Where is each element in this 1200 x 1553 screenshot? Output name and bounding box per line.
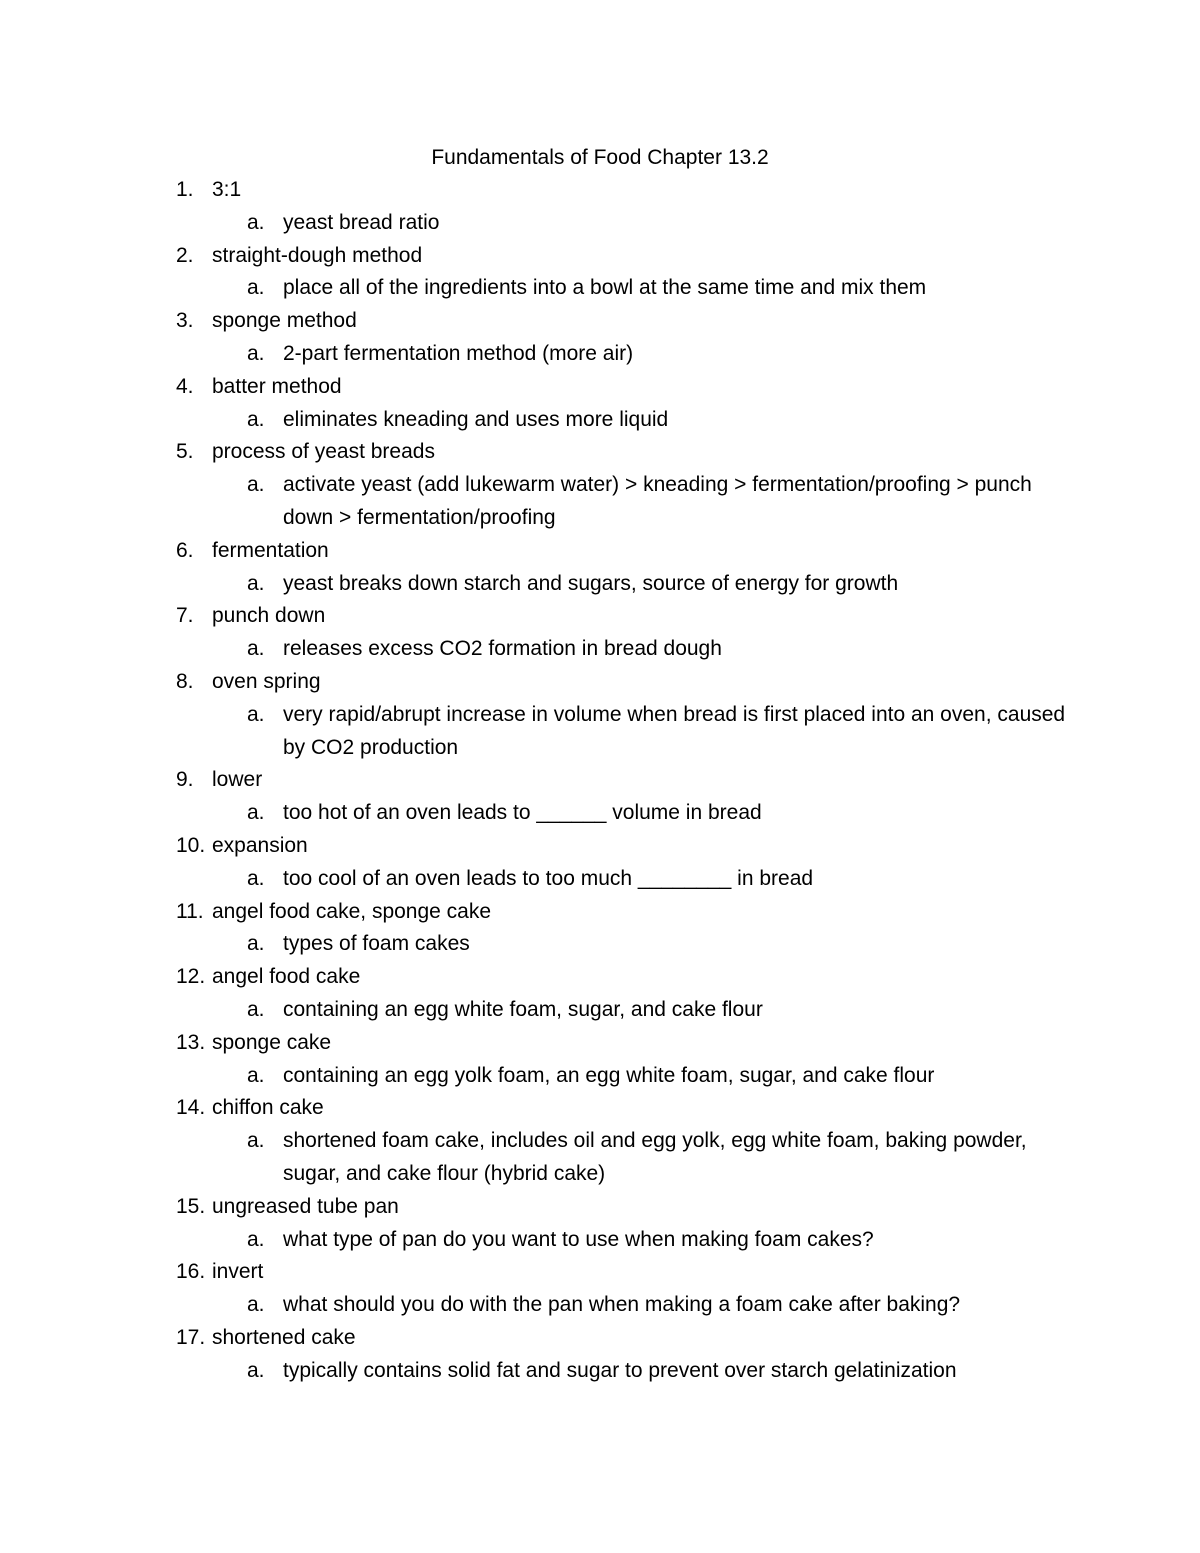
- sub-item: [0, 699, 1200, 765]
- sub-item: [0, 568, 1200, 601]
- item-number: 7.: [176, 604, 194, 628]
- item-number: 2.: [176, 243, 194, 267]
- list-item: [0, 896, 1200, 962]
- sub-item-definition: containing an egg yolk foam, an egg white foam, sugar, and cake flour: [283, 1063, 935, 1087]
- item-number: 12.: [176, 965, 206, 989]
- sub-item-definition: types of foam cakes: [283, 932, 470, 956]
- item-number: 16.: [176, 1260, 206, 1284]
- sub-item-definition: releases excess CO2 formation in bread dough: [283, 637, 722, 661]
- item-number: 10.: [176, 833, 206, 857]
- item-number: 8.: [176, 669, 194, 693]
- sub-item: [0, 1224, 1200, 1257]
- sub-item-letter: a.: [247, 407, 265, 431]
- sub-item: [0, 404, 1200, 437]
- list-item: [0, 240, 1200, 306]
- item-term: invert: [212, 1260, 264, 1284]
- document-title: Fundamentals of Food Chapter 13.2: [431, 146, 769, 169]
- item-number: 3.: [176, 309, 194, 333]
- sub-item-letter: a.: [247, 997, 265, 1021]
- sub-item: [0, 863, 1200, 896]
- sub-item-letter: a.: [247, 276, 265, 300]
- sub-item-definition: very rapid/abrupt increase in volume when bread is first placed into an oven, caused by CO2 production: [283, 702, 1066, 759]
- item-term: ungreased tube pan: [212, 1194, 399, 1218]
- item-term: lower: [212, 768, 263, 792]
- sub-item-letter: a.: [247, 1063, 265, 1087]
- sub-item: [0, 928, 1200, 961]
- item-term: punch down: [212, 604, 326, 628]
- sub-item: [0, 338, 1200, 371]
- sub-item-letter: a.: [247, 571, 265, 595]
- sub-item-letter: a.: [247, 1129, 265, 1153]
- sub-item: [0, 797, 1200, 830]
- sub-item-definition: yeast bread ratio: [283, 210, 440, 234]
- sub-item-letter: a.: [247, 1227, 265, 1251]
- item-number: 9.: [176, 768, 194, 792]
- sub-item-definition: shortened foam cake, includes oil and egg yolk, egg white foam, baking powder, sugar, and cake flour (hybrid cake): [283, 1129, 1027, 1185]
- sub-item: [0, 1355, 1200, 1388]
- sub-item-definition: eliminates kneading and uses more liquid: [283, 407, 669, 431]
- sub-item-letter: a.: [247, 1358, 265, 1382]
- sub-item-definition: too hot of an oven leads to ______ volume in bread: [283, 801, 762, 825]
- sub-item: [0, 207, 1200, 240]
- item-number: 11.: [176, 899, 204, 923]
- list-item: [0, 1322, 1200, 1388]
- sub-item: [0, 469, 1200, 535]
- item-term: chiffon cake: [212, 1096, 324, 1120]
- list-item: [0, 1256, 1200, 1322]
- list-item: [0, 371, 1200, 437]
- item-term: batter method: [212, 374, 342, 398]
- item-term: sponge method: [212, 309, 357, 333]
- list-item: [0, 305, 1200, 371]
- sub-item-definition: what should you do with the pan when making a foam cake after baking?: [283, 1293, 961, 1317]
- sub-item-definition: too cool of an oven leads to too much ________ in bread: [283, 866, 814, 890]
- item-number: 4.: [176, 374, 194, 398]
- sub-item-letter: a.: [247, 801, 265, 825]
- sub-item-definition: yeast breaks down starch and sugars, source of energy for growth: [283, 571, 899, 595]
- item-term: angel food cake, sponge cake: [212, 899, 492, 923]
- sub-item-definition: typically contains solid fat and sugar to prevent over starch gelatinization: [283, 1358, 957, 1382]
- item-number: 13.: [176, 1030, 206, 1054]
- item-term: angel food cake: [212, 965, 361, 989]
- item-term: fermentation: [212, 538, 329, 562]
- list-item: [0, 830, 1200, 896]
- item-number: 6.: [176, 538, 194, 562]
- item-number: 17.: [176, 1325, 206, 1349]
- item-number: 1.: [176, 178, 194, 201]
- sub-item-letter: a.: [247, 341, 265, 365]
- sub-item-definition: what type of pan do you want to use when making foam cakes?: [283, 1227, 874, 1251]
- list-item: [0, 764, 1200, 830]
- sub-item: [0, 1060, 1200, 1093]
- item-number: 15.: [176, 1194, 206, 1218]
- sub-item-letter: a.: [247, 473, 265, 497]
- item-number: 14.: [176, 1096, 206, 1120]
- list-item: [0, 1191, 1200, 1257]
- sub-item: [0, 1125, 1200, 1191]
- sub-item-definition: 2-part fermentation method (more air): [283, 341, 634, 365]
- list-item: [0, 1092, 1200, 1190]
- list-item: [0, 666, 1200, 764]
- item-term: process of yeast breads: [212, 440, 435, 464]
- item-term: expansion: [212, 833, 308, 857]
- list-item: [0, 535, 1200, 601]
- list-item: [0, 436, 1200, 534]
- item-term: oven spring: [212, 669, 321, 693]
- sub-item-letter: a.: [247, 210, 265, 234]
- sub-item-letter: a.: [247, 866, 265, 890]
- sub-item: [0, 1289, 1200, 1322]
- sub-item: [0, 994, 1200, 1027]
- sub-item: [0, 272, 1200, 305]
- item-term: shortened cake: [212, 1325, 356, 1349]
- sub-item-definition: place all of the ingredients into a bowl at the same time and mix them: [283, 276, 927, 300]
- item-number: 5.: [176, 440, 194, 464]
- list-item: [0, 1027, 1200, 1093]
- item-term: sponge cake: [212, 1030, 332, 1054]
- sub-item: [0, 633, 1200, 666]
- term-list: [0, 174, 1200, 1387]
- list-item: [0, 961, 1200, 1027]
- sub-item-letter: a.: [247, 702, 265, 726]
- sub-item-letter: a.: [247, 1293, 265, 1317]
- item-term: 3:1: [212, 178, 242, 201]
- sub-item-definition: containing an egg white foam, sugar, and cake flour: [283, 997, 763, 1021]
- sub-item-letter: a.: [247, 932, 265, 956]
- list-item: [0, 600, 1200, 666]
- sub-item-letter: a.: [247, 637, 265, 661]
- sub-item-definition: activate yeast (add lukewarm water) > kneading > fermentation/proofing > punch down > fermentation/proofing: [283, 473, 1032, 529]
- item-term: straight-dough method: [212, 243, 423, 267]
- list-item: [0, 174, 1200, 240]
